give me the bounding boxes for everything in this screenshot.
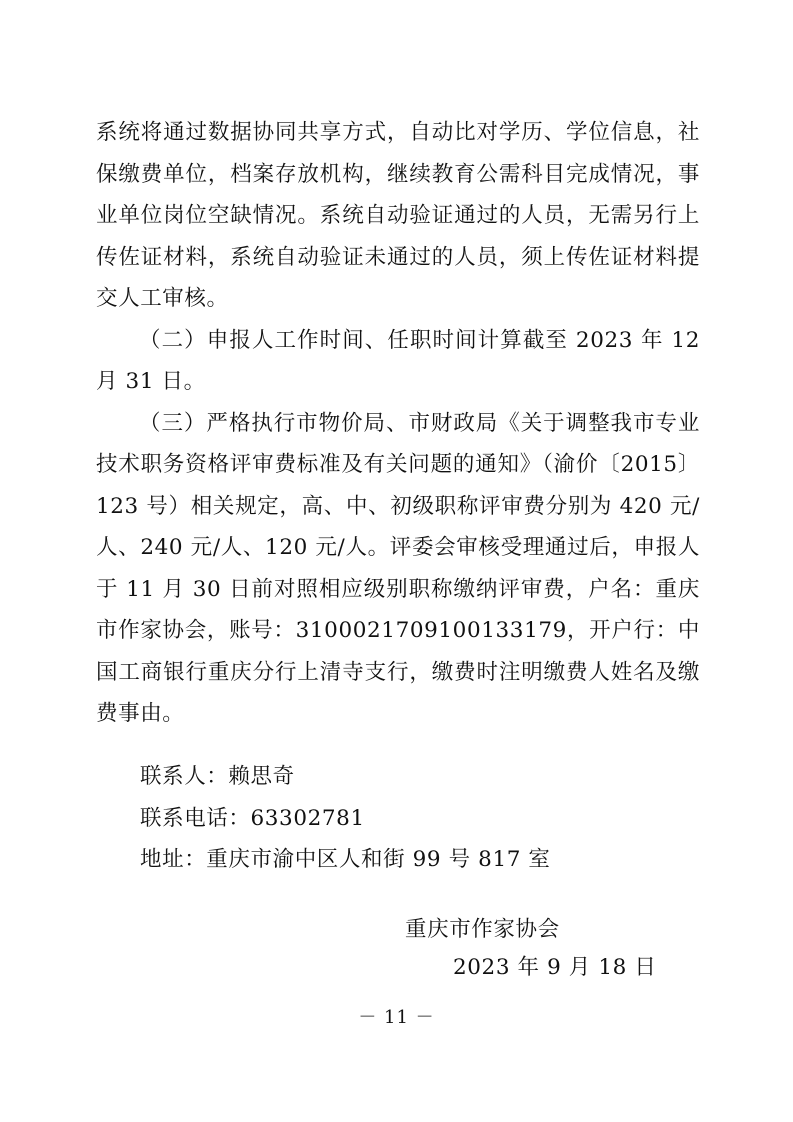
paragraph-time-calculation: （二）申报人工作时间、任职时间计算截至 2023 年 12 月 31 日。 xyxy=(96,327,700,394)
contact-person: 联系人：赖思奇 xyxy=(140,764,295,789)
paragraph-review-fee: （三）严格执行市物价局、市财政局《关于调整我市专业技术职务资格评审费标准及有关问题的通知》（渝价〔2015〕123 号）相关规定，高、中、初级职称评审费分别为 420 元/人、240 元/人、120 元/人。评委会审核受理通过后，申报人于 11 月 30 日前对照相应级别职称缴纳评审费，户名：重庆市作家协会，账号：3100021709100133179，开户行：中国工商银行重庆分行上清寺支行，缴费时注明缴费人姓名及缴费事由。 xyxy=(96,410,700,726)
contact-address: 地址：重庆市渝中区人和街 99 号 817 室 xyxy=(140,847,551,872)
body-text xyxy=(96,112,700,735)
contact-block xyxy=(140,756,700,881)
signature-date: 2023 年 9 月 18 日 xyxy=(453,955,657,980)
page-number: － 11 － xyxy=(358,1007,435,1028)
paragraph-system-verification: 系统将通过数据协同共享方式，自动比对学历、学位信息，社保缴费单位，档案存放机构，继续教育公需科目完成情况，事业单位岗位空缺情况。系统自动验证通过的人员，无需另行上传佐证材料，系统自动验证未通过的人员，须上传佐证材料提交人工审核。 xyxy=(96,120,700,311)
signature-block xyxy=(405,911,705,987)
contact-phone: 联系电话：63302781 xyxy=(140,805,365,831)
signature-organization: 重庆市作家协会 xyxy=(405,917,560,942)
